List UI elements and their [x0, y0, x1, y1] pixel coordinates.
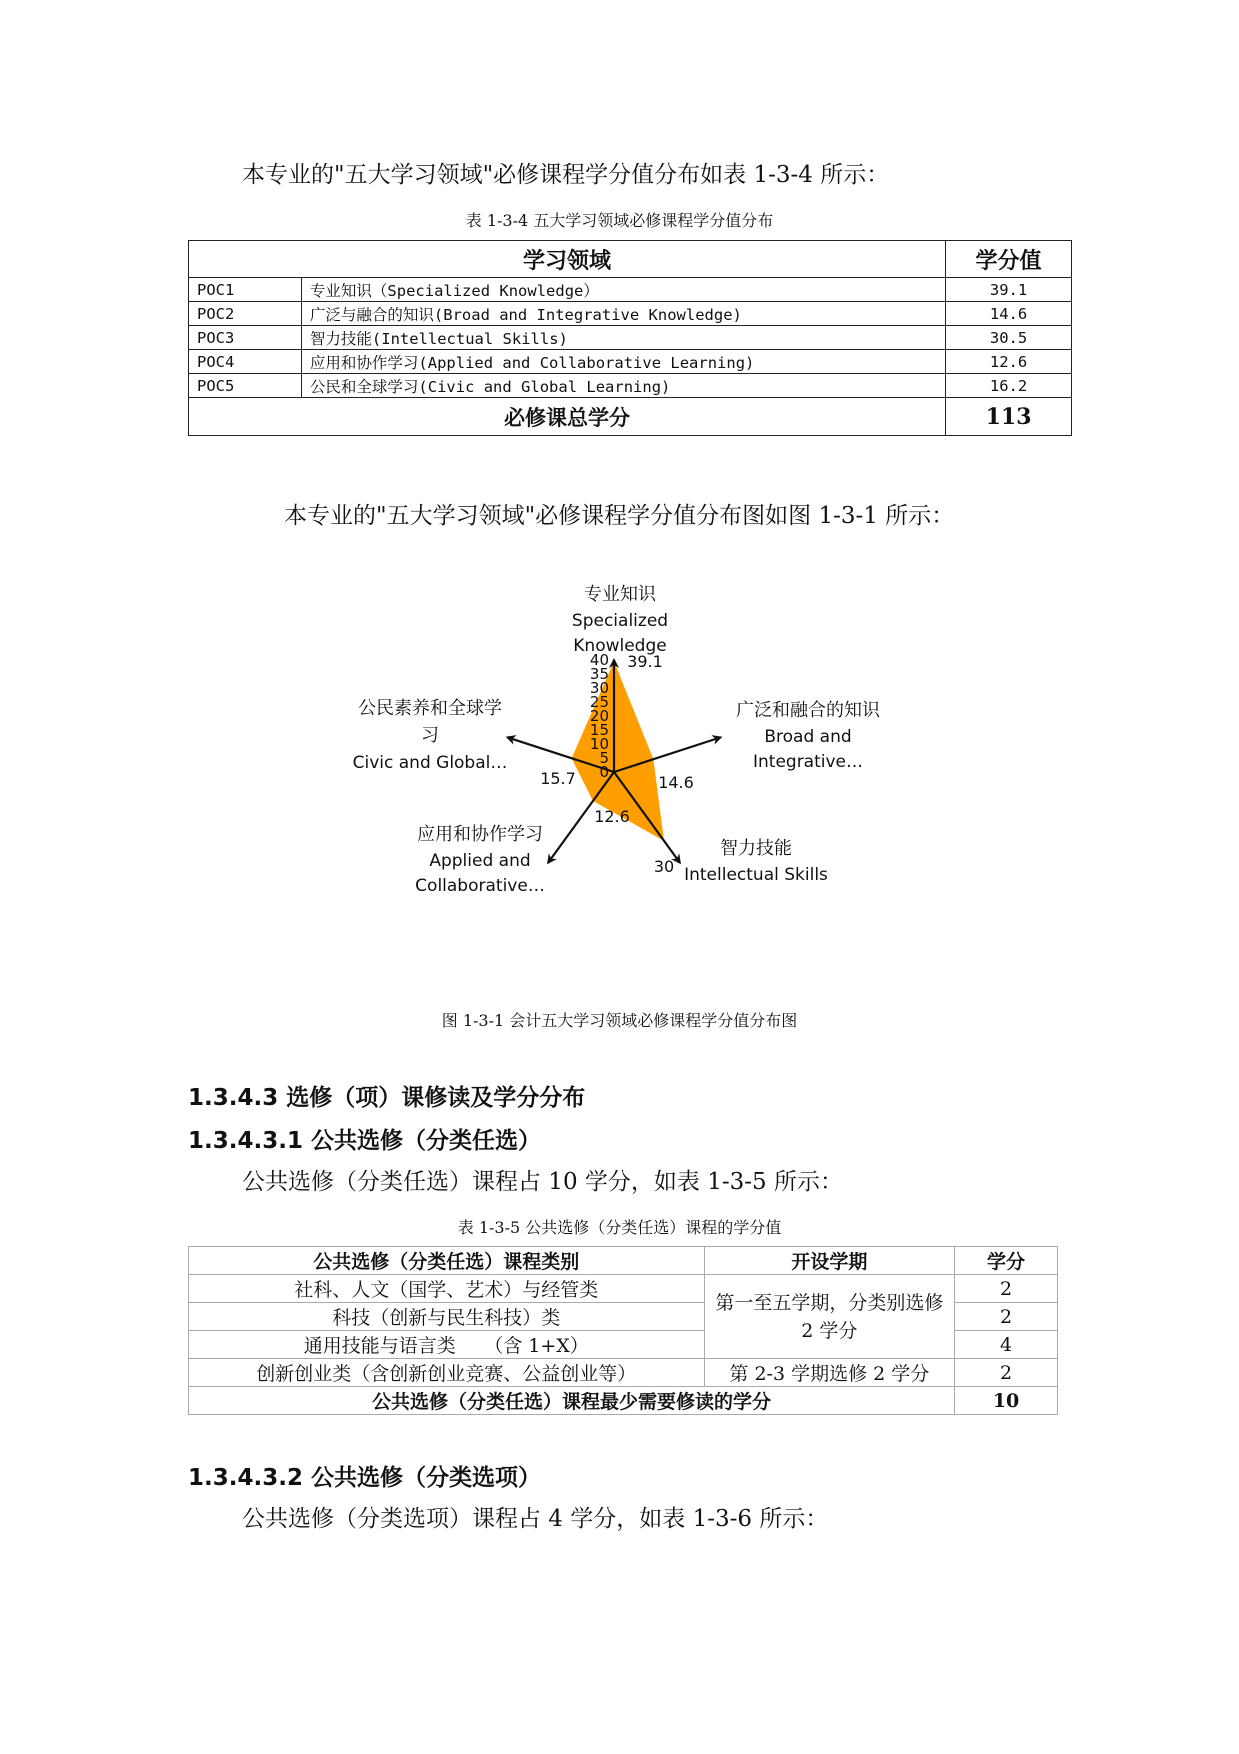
axis-label-civic-cn: 公民素养和全球学	[358, 698, 502, 719]
axis-label-intellectual-cn: 智力技能	[720, 838, 792, 859]
total-value: 10	[955, 1387, 1058, 1415]
axis-label-applied-cn: 应用和协作学习	[417, 824, 543, 845]
table-row	[189, 326, 1072, 350]
credit-distribution-table	[188, 240, 1072, 436]
table-134-caption: 表 1-3-4 五大学习领域必修课程学分值分布	[465, 211, 774, 230]
axis-label-broad-cn: 广泛和融合的知识	[736, 700, 880, 721]
table-row	[189, 1359, 1058, 1387]
table-row	[189, 374, 1072, 398]
row-value: 30.5	[946, 326, 1072, 350]
axis-label-civic-cn2: 习	[421, 725, 439, 746]
total-label: 公共选修（分类任选）课程最少需要修读的学分	[189, 1387, 955, 1415]
row-category: 科技（创新与民生科技）类	[189, 1303, 705, 1331]
radar-tick-label: 30	[589, 679, 609, 697]
value-label-civic: 15.7	[540, 769, 576, 788]
axis-label-specialized-cn: 专业知识	[584, 584, 656, 605]
header-term: 开设学期	[704, 1247, 955, 1275]
header-domain: 学习领域	[189, 241, 946, 278]
row-category: 创新创业类（含创新创业竞赛、公益创业等）	[189, 1359, 705, 1387]
radar-tick-label: 15	[589, 721, 609, 739]
radar-tick-label: 20	[589, 707, 609, 725]
axis-label-broad-en2: Integrative…	[752, 752, 864, 772]
table-header-row	[189, 1247, 1058, 1275]
row-code: POC3	[189, 326, 302, 350]
row-term-merged: 第一至五学期，分类别选修 2 学分	[704, 1275, 955, 1359]
radar-tick-label: 0	[599, 763, 609, 781]
radar-tick-label: 25	[589, 693, 609, 711]
row-value: 12.6	[946, 350, 1072, 374]
row-value: 39.1	[946, 278, 1072, 302]
row-credit: 4	[955, 1331, 1058, 1359]
value-label-specialized: 39.1	[627, 652, 663, 671]
figure-caption: 图 1-3-1 会计五大学习领域必修课程学分值分布图	[441, 1011, 798, 1030]
table-header-row	[189, 241, 1072, 278]
section-heading-2: 1.3.4.3.1 公共选修（分类任选）	[188, 1128, 541, 1154]
table-row	[189, 350, 1072, 374]
row-credit: 2	[955, 1359, 1058, 1387]
public-elective-table	[188, 1246, 1058, 1415]
header-credit: 学分	[955, 1247, 1058, 1275]
row-term: 第 2-3 学期选修 2 学分	[704, 1359, 955, 1387]
row-code: POC5	[189, 374, 302, 398]
table-row	[189, 278, 1072, 302]
axis-label-civic-en: Civic and Global…	[352, 753, 508, 773]
total-value: 113	[946, 398, 1072, 436]
row-name: 专业知识（Specialized Knowledge）	[301, 278, 945, 302]
table-row	[189, 302, 1072, 326]
axis-label-specialized-en2: Knowledge	[573, 636, 667, 656]
table-total-row	[189, 398, 1072, 436]
row-code: POC4	[189, 350, 302, 374]
row-value: 14.6	[946, 302, 1072, 326]
section-heading-1: 1.3.4.3 选修（项）课修读及学分分布	[188, 1085, 586, 1111]
radar-tick-label: 35	[589, 665, 609, 683]
value-label-broad: 14.6	[658, 773, 694, 792]
radar-tick-label: 40	[589, 651, 609, 669]
row-name: 广泛与融合的知识(Broad and Integrative Knowledge)	[301, 302, 945, 326]
radar-tick-label: 5	[599, 749, 609, 767]
intro-paragraph-1: 本专业的"五大学习领域"必修课程学分值分布如表 1-3-4 所示：	[242, 162, 890, 188]
row-code: POC2	[189, 302, 302, 326]
intro-paragraph-3: 公共选修（分类任选）课程占 10 学分，如表 1-3-5 所示：	[242, 1169, 843, 1195]
intro-paragraph-2: 本专业的"五大学习领域"必修课程学分值分布图如图 1-3-1 所示：	[284, 503, 955, 529]
intro-paragraph-4: 公共选修（分类选项）课程占 4 学分，如表 1-3-6 所示：	[242, 1506, 829, 1532]
table-135-caption: 表 1-3-5 公共选修（分类任选）课程的学分值	[457, 1218, 782, 1237]
value-label-applied: 12.6	[594, 807, 630, 826]
header-credit: 学分值	[946, 241, 1072, 278]
table-total-row	[189, 1387, 1058, 1415]
total-label: 必修课总学分	[189, 398, 946, 436]
table-row	[189, 1275, 1058, 1303]
row-credit: 2	[955, 1275, 1058, 1303]
axis-label-broad-en: Broad and	[764, 727, 852, 747]
axis-label-intellectual-en: Intellectual Skills	[684, 865, 828, 885]
header-category: 公共选修（分类任选）课程类别	[189, 1247, 705, 1275]
row-name: 应用和协作学习(Applied and Collaborative Learning)	[301, 350, 945, 374]
row-category: 社科、人文（国学、艺术）与经管类	[189, 1275, 705, 1303]
axis-label-applied-en: Applied and	[429, 851, 531, 871]
radar-tick-label: 10	[589, 735, 609, 753]
row-credit: 2	[955, 1303, 1058, 1331]
row-code: POC1	[189, 278, 302, 302]
row-name: 公民和全球学习(Civic and Global Learning)	[301, 374, 945, 398]
axis-label-specialized-en: Specialized	[571, 611, 669, 631]
row-category: 通用技能与语言类 （含 1+X）	[189, 1331, 705, 1359]
row-name: 智力技能(Intellectual Skills)	[301, 326, 945, 350]
value-label-intellectual: 30	[653, 857, 675, 876]
radar-chart	[0, 560, 1239, 930]
row-value: 16.2	[946, 374, 1072, 398]
section-heading-3: 1.3.4.3.2 公共选修（分类选项）	[188, 1465, 541, 1491]
axis-label-applied-en2: Collaborative…	[415, 876, 545, 896]
